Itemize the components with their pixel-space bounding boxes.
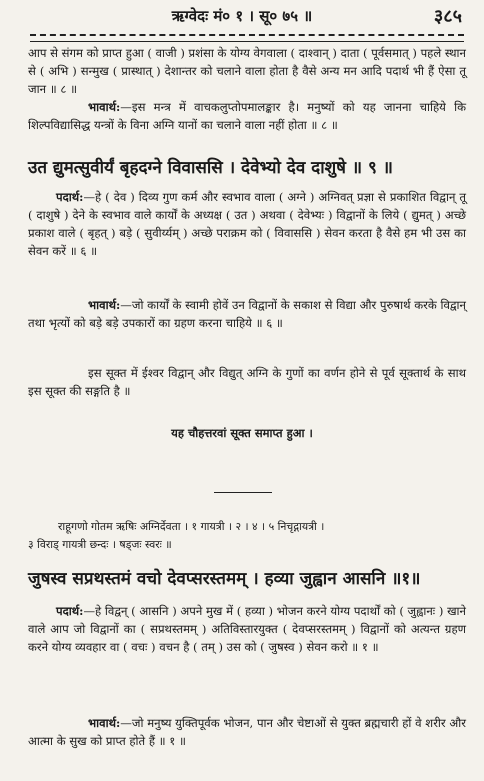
bhavartha-label: भावार्थ: (88, 298, 121, 312)
sukta-summary: इस सूक्त में ईश्वर विद्वान् और विद्युत् अग्नि के गुणों का वर्णन होने से पूर्व सूक्तार्थ के साथ इस सूक्त की सङ्गति है ॥ (28, 366, 466, 398)
padartha-text: —हे विद्वन् ( आसनि ) अपने मुख में ( हव्या ) भोजन करने योग्य पदार्थों को ( जुह्वानः ) खाने वाले आप जो विद्वानों का ( सप्रथस्तमम् ) अतिविस्तारयुक्त ( देवप्सरस्तमम् ) विद्वानों को अत्यन्त ग्रहण करने योग्य व्यवहार वा ( वचः ) वचन है ( तम् ) उस को ( जुषस्व ) सेवन करो ॥ १ ॥ (28, 604, 466, 654)
padartha-text: —हे ( देव ) दिव्य गुण कर्म और स्वभाव वाला ( अग्ने ) अग्निवत् प्रज्ञा से प्रकाशित विद्वान् तू ( दाशुषे ) देने के स्वभाव वाले कार्यों के अध्यक्ष ( उत ) अथवा ( देवेभ्यः ) विद्वानों के लिये ( द्युमत् ) अच्छे प्रकाश वाले ( बृहत् ) बड़े ( सुवीर्य्यम् ) अच्छे पराक्रम को ( विवाससि ) सेवन करता है वैसे हम भी उस का सेवन करें ॥ ६ ॥ (28, 190, 466, 258)
padartha-label: पदार्थ: (56, 604, 84, 618)
bhavartha-text: —जो मनुष्य युक्तिपूर्वक भोजन, पान और चेष्टाओं से युक्त ब्रह्मचारी हों वे शरीर और आत्मा के सुख को प्राप्त होते हैं ॥ १ ॥ (28, 716, 466, 748)
sukta-metadata (28, 518, 466, 554)
section-divider (214, 492, 272, 493)
padartha-8-tail: आप से संगम को प्राप्त हुआ ( वाजी ) प्रशंसा के योग्य वेगवाला ( दाश्वान् ) दाता ( पूर्वसमात् ) पहले स्थान से ( अभि ) सन्मुख ( प्रास्थात् ) देशान्तर को चलाने वाला होता है वैसे अन्य मन आदि पदार्थ भी हैं ऐसा तू जान ॥ ८ ॥ (28, 46, 467, 96)
padartha-1 (28, 602, 466, 656)
mantra-9: उत द्युमत्सुवीर्यं बृहदग्ने विवाससि । देवेभ्यो देव दाशुषे ॥ ९ ॥ (28, 158, 393, 178)
page-number: ३८५ (433, 6, 462, 27)
page-header (0, 4, 484, 30)
padartha-9 (28, 188, 466, 260)
bhavartha-8 (28, 98, 466, 134)
sukta-colophon: यह चौहत्तरवां सूक्त समाप्त हुआ । (171, 426, 313, 440)
metadata-line-2: ३ विराड् गायत्री छन्दः । षड्जः स्वरः ॥ (28, 538, 172, 551)
bhavartha-text: —इस मन्त्र में वाचकलुप्तोपमालङ्कार है। मनुष्यों को यह जानना चाहिये कि शिल्पविद्यासिद्ध यन्त्रों के विना अग्नि यानों का चलाने वाला नहीं होता ॥ ८ ॥ (28, 100, 466, 132)
bhavartha-text: —जो कार्यों के स्वामी होवें उन विद्वानों के सकाश से विद्या और पुरुषार्थ करके विद्वान् तथा भृत्यों को बड़े बड़े उपकारों का ग्रहण करना चाहिये ॥ ६ ॥ (28, 298, 466, 330)
bhavartha-9 (28, 296, 466, 332)
padartha-label: पदार्थ: (56, 190, 84, 204)
bhavartha-label: भावार्थ: (88, 100, 121, 114)
metadata-line-1: राहूगणो गोतम ऋषिः अग्निर्देवता । १ गायत्री । २ । ४ । ५ निचृद्गायत्री । (58, 520, 325, 533)
header-rule (30, 34, 464, 42)
mantra-1: जुषस्व सप्रथस्तमं वचो देवप्सरस्तमम् । हव्या जुह्वान आसनि ॥१॥ (28, 569, 421, 589)
running-title: ऋग्वेदः मं० १ । सू० ७५ ॥ (171, 7, 313, 25)
bhavartha-label: भावार्थ: (88, 716, 121, 730)
bhavartha-1 (28, 714, 466, 750)
